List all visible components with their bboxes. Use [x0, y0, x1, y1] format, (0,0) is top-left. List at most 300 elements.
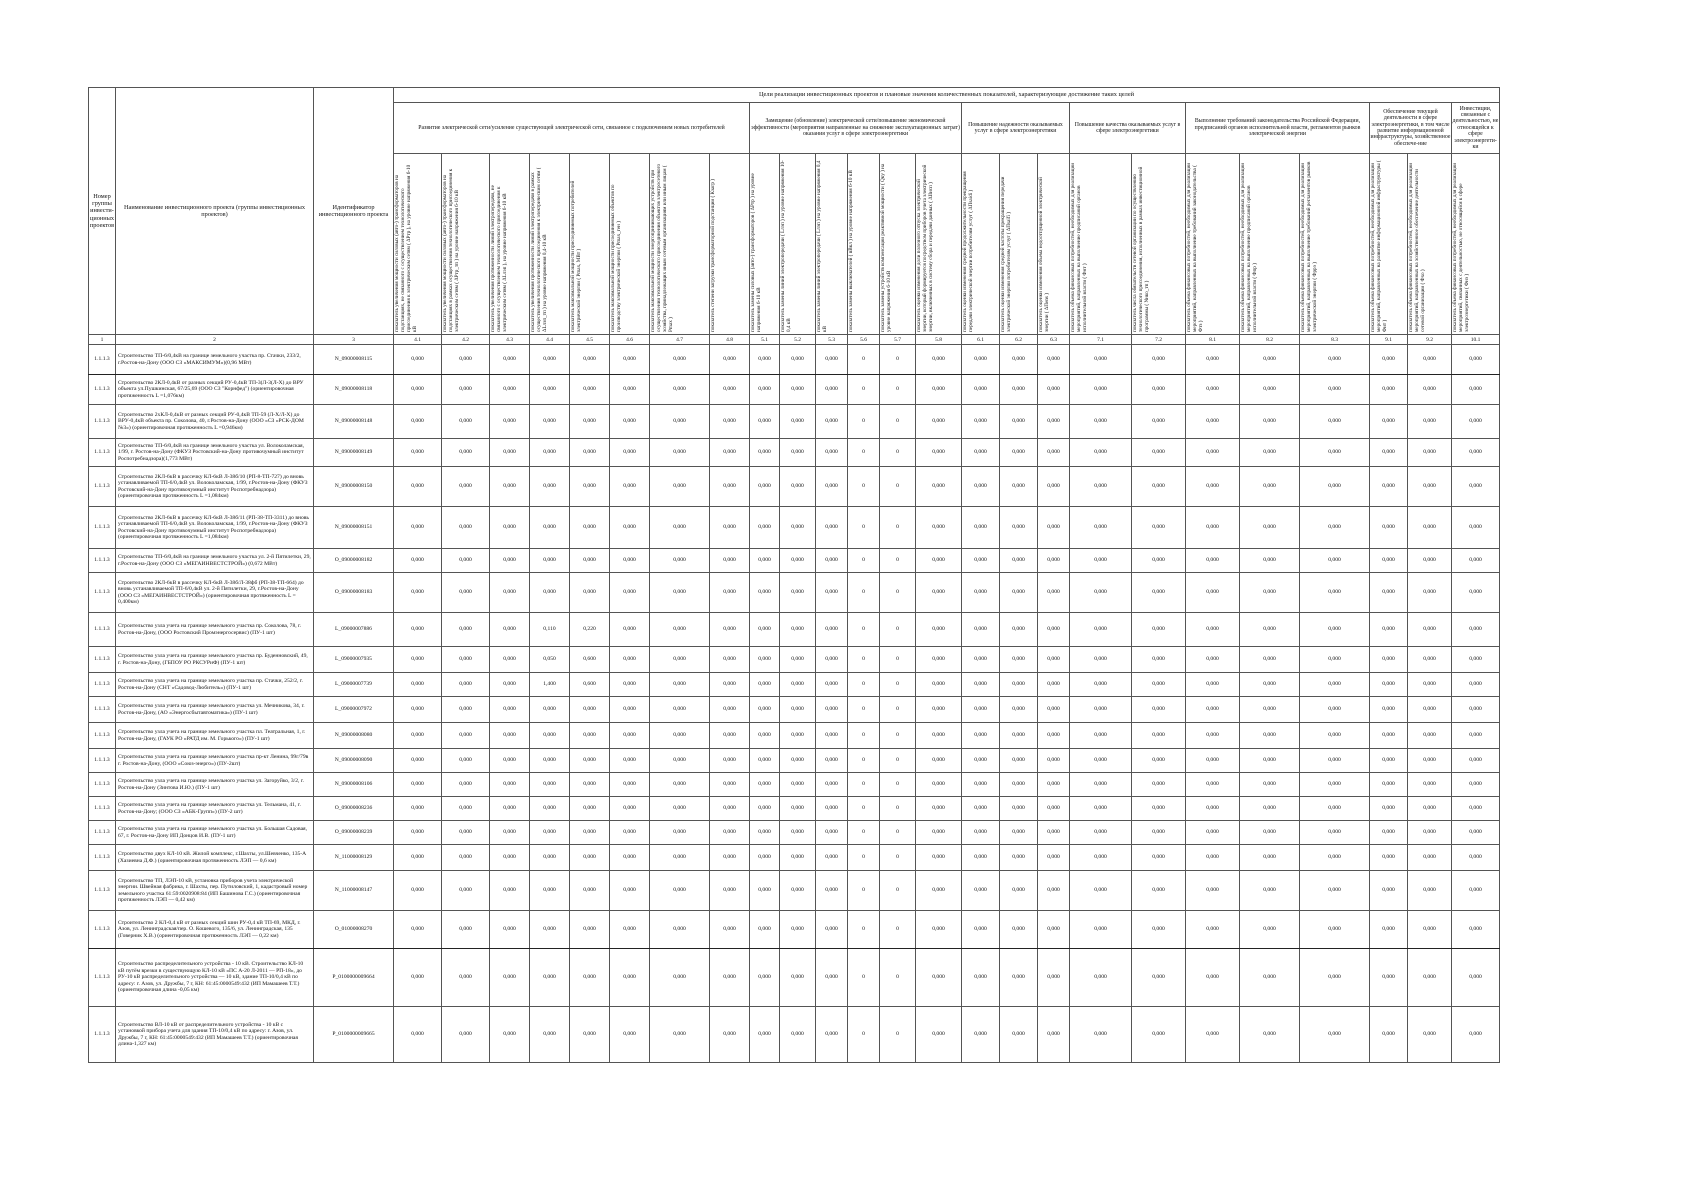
value-cell: 0 [848, 871, 880, 911]
section-current-activity: Обеспечение текущей деятельности в сфере электроэнергетики, в том числе развитие информационной инфраструктуры, хозяйственное обеспече-ние [1370, 103, 1452, 154]
value-cell: 0,000 [1452, 345, 1500, 375]
project-name-cell: Строительство узла учета на границе земельного участка ул. Большая Садовая, 67, г. Ростов-на-Дону ИП Донцов И.В. (ПУ-1 шт) [116, 821, 314, 845]
value-cell: 0,000 [442, 613, 490, 647]
value-cell: 0,000 [750, 797, 780, 821]
value-cell: 0,000 [1300, 467, 1370, 507]
value-cell: 0,000 [1300, 821, 1370, 845]
value-cell: 0 [848, 647, 880, 673]
column-number: 4.8 [710, 335, 750, 345]
value-cell: 0,000 [570, 467, 610, 507]
value-cell: 0 [880, 845, 916, 871]
value-cell: 0,000 [610, 375, 650, 405]
value-cell: 0 [848, 797, 880, 821]
section-replacement: Замещение (обновление) электрической сети/повышение экономической эффективности (мероприятия направленные на снижение эксплуатационных затрат) оказания услуг в сфере электроэнергетики [750, 103, 962, 154]
value-cell: 0,000 [916, 845, 962, 871]
value-cell: 0,000 [1000, 375, 1038, 405]
column-number: 5.2 [780, 335, 816, 345]
value-cell: 0,000 [650, 749, 710, 773]
value-cell: 0,000 [1070, 467, 1132, 507]
value-cell: 0,000 [816, 549, 848, 573]
value-cell: 0 [880, 673, 916, 697]
value-cell: 0 [848, 405, 880, 439]
value-cell: 0,000 [650, 845, 710, 871]
value-cell: 0,000 [490, 613, 530, 647]
value-cell: 0,000 [750, 821, 780, 845]
project-id-cell: O_09000008239 [314, 821, 394, 845]
value-cell: 0,000 [442, 1007, 490, 1063]
value-cell: 0,000 [1038, 697, 1070, 723]
value-cell: 0,000 [750, 673, 780, 697]
value-cell: 0,000 [1300, 773, 1370, 797]
value-cell: 0 [848, 1007, 880, 1063]
value-cell: 0,000 [816, 467, 848, 507]
value-cell: 0,000 [394, 911, 442, 949]
value-cell: 0,000 [816, 911, 848, 949]
project-id-cell: O_09000008182 [314, 549, 394, 573]
value-cell: 0,050 [530, 647, 570, 673]
value-cell: 0,000 [650, 613, 710, 647]
value-cell: 0,000 [1070, 375, 1132, 405]
value-cell: 0,000 [610, 673, 650, 697]
value-cell: 0,000 [710, 673, 750, 697]
value-cell: 0,000 [530, 1007, 570, 1063]
value-cell: 0,000 [962, 821, 1000, 845]
subheader-label: показатель оценки изменения средней частоты прекращения передачи электрической энергии потребителям услуг ( ΔПsaifi ) [1000, 176, 1012, 332]
value-cell: 0,000 [1240, 507, 1300, 549]
value-cell: 0,000 [1452, 911, 1500, 949]
value-cell: 0,000 [1070, 845, 1132, 871]
value-cell: 0,000 [530, 749, 570, 773]
project-id-cell: O_09000008183 [314, 573, 394, 613]
value-cell: 0,000 [1300, 375, 1370, 405]
subheader-label: показатель замены линий электропередачи ( Lлэп ) на уровне напряжения 10-0,4 кВ [780, 160, 792, 332]
value-cell: 0 [880, 647, 916, 673]
value-cell: 0,000 [530, 573, 570, 613]
value-cell: 0,000 [610, 573, 650, 613]
value-cell: 0,000 [394, 647, 442, 673]
value-cell: 0,000 [1452, 673, 1500, 697]
value-cell: 0,000 [1370, 507, 1408, 549]
value-cell: 0,000 [1132, 573, 1186, 613]
value-cell: 0,000 [570, 773, 610, 797]
table-row [89, 1007, 1500, 1063]
value-cell: 0,000 [710, 439, 750, 467]
value-cell: 0,000 [1070, 773, 1132, 797]
table-row [89, 673, 1500, 697]
subheader-11 [816, 154, 848, 335]
value-cell: 0 [880, 911, 916, 949]
value-cell: 0,000 [1186, 773, 1240, 797]
project-name-cell: Строительство узла учета на границе земельного участка ул. Тельмана, 41, г. Ростов-на-Дону; (ООО СЗ «АБК-Групп») (ПУ-2 шт) [116, 797, 314, 821]
value-cell: 0,000 [1000, 949, 1038, 1007]
value-cell: 0,000 [610, 821, 650, 845]
value-cell: 0,000 [610, 1007, 650, 1063]
value-cell: 0,000 [1000, 345, 1038, 375]
value-cell: 0 [880, 1007, 916, 1063]
value-cell: 0,000 [610, 749, 650, 773]
value-cell: 0,000 [1370, 345, 1408, 375]
project-id-cell: N_09000008118 [314, 375, 394, 405]
value-cell: 0,000 [1370, 871, 1408, 911]
value-cell: 0,000 [1000, 697, 1038, 723]
value-cell: 0,000 [816, 821, 848, 845]
value-cell: 0,000 [1000, 871, 1038, 911]
value-cell: 0,000 [710, 467, 750, 507]
value-cell: 0,000 [1452, 797, 1500, 821]
value-cell: 0,000 [710, 549, 750, 573]
group-number-cell: 1.1.1.3 [89, 845, 116, 871]
value-cell: 0,000 [530, 871, 570, 911]
value-cell: 0,000 [442, 673, 490, 697]
value-cell: 0,000 [1186, 749, 1240, 773]
value-cell: 0,000 [490, 549, 530, 573]
value-cell: 0,000 [1186, 845, 1240, 871]
value-cell: 0,000 [1452, 723, 1500, 749]
column-number: 5.6 [848, 335, 880, 345]
table-row [89, 821, 1500, 845]
value-cell: 0,000 [1000, 797, 1038, 821]
table-row [89, 573, 1500, 613]
value-cell: 0,000 [1000, 773, 1038, 797]
value-cell: 0 [880, 697, 916, 723]
value-cell: 0,000 [650, 573, 710, 613]
value-cell: 0,000 [710, 573, 750, 613]
value-cell: 0,000 [1300, 613, 1370, 647]
value-cell: 0,000 [710, 949, 750, 1007]
value-cell: 0,000 [394, 845, 442, 871]
value-cell: 0,000 [1452, 821, 1500, 845]
value-cell: 0,000 [962, 1007, 1000, 1063]
table-row [89, 405, 1500, 439]
value-cell: 0,000 [530, 845, 570, 871]
value-cell: 0,000 [816, 845, 848, 871]
value-cell: 0,000 [570, 439, 610, 467]
value-cell: 0,000 [1000, 613, 1038, 647]
value-cell: 0 [880, 507, 916, 549]
value-cell: 0,000 [394, 1007, 442, 1063]
value-cell: 0,000 [1240, 797, 1300, 821]
value-cell: 0,000 [750, 549, 780, 573]
value-cell: 0,000 [1038, 673, 1070, 697]
value-cell: 0,000 [1370, 673, 1408, 697]
subheader-13 [880, 154, 916, 335]
value-cell: 0,000 [442, 845, 490, 871]
value-cell: 0,000 [610, 439, 650, 467]
value-cell: 0,000 [610, 647, 650, 673]
value-cell: 1,400 [530, 673, 570, 697]
value-cell: 0,000 [1300, 439, 1370, 467]
section-development: Развитие электрической сети/усиление существующей электрической сети, связанное с подключением новых потребителей [394, 103, 750, 154]
value-cell: 0,000 [1300, 749, 1370, 773]
value-cell: 0,000 [1370, 845, 1408, 871]
project-name-cell: Строительство ТП-6/0,4кВ на границе земельного участка пр. Стачки, 233/2, г.Ростов-на-Дону (ООО СЗ «МАКСИМУМ»)(0,96 МВт) [116, 345, 314, 375]
value-cell: 0,000 [610, 467, 650, 507]
value-cell: 0,000 [1038, 723, 1070, 749]
table-row [89, 375, 1500, 405]
value-cell: 0,000 [1038, 573, 1070, 613]
subheader-9 [750, 154, 780, 335]
group-number-cell: 1.1.1.3 [89, 673, 116, 697]
table-row [89, 723, 1500, 749]
section-non-energy: Инвестиции, связанные с деятельностью, не относящейся к сфере электроэнергети-ки [1452, 103, 1500, 154]
group-number-cell: 1.1.1.3 [89, 797, 116, 821]
value-cell: 0,000 [1038, 949, 1070, 1007]
value-cell: 0,000 [1370, 573, 1408, 613]
value-cell: 0,000 [710, 773, 750, 797]
value-cell: 0,000 [442, 405, 490, 439]
value-cell: 0,000 [1370, 821, 1408, 845]
value-cell: 0,000 [650, 723, 710, 749]
value-cell: 0,000 [1038, 911, 1070, 949]
subheader-24 [1408, 154, 1452, 335]
value-cell: 0,000 [816, 613, 848, 647]
subheader-label: показатель максимальной мощности присоединяемых объектов по производству электрической энергии ( Pmax_ген ) [610, 184, 622, 332]
project-name-cell: Строительство узла учета на границе земельного участка ул. Мечникова, 34, г. Ростов-на-Дону, (АО «Энергосбытавтоматика») (ПУ-1 шт) [116, 697, 314, 723]
subheader-19 [1132, 154, 1186, 335]
value-cell: 0,000 [1408, 749, 1452, 773]
value-cell: 0,000 [1240, 573, 1300, 613]
subheader-label: показатель замены устройств компенсации реактивной мощности ( Qку ) на уровне напряжения 6-10 кВ [880, 163, 892, 332]
value-cell: 0,000 [1300, 797, 1370, 821]
value-cell: 0,000 [1408, 647, 1452, 673]
value-cell: 0,000 [816, 749, 848, 773]
value-cell: 0,000 [1300, 1007, 1370, 1063]
value-cell: 0,000 [750, 405, 780, 439]
value-cell: 0,000 [1240, 673, 1300, 697]
value-cell: 0,000 [1370, 773, 1408, 797]
value-cell: 0,000 [1186, 375, 1240, 405]
value-cell: 0,000 [1452, 697, 1500, 723]
column-number: 4.7 [650, 335, 710, 345]
value-cell: 0,000 [780, 1007, 816, 1063]
value-cell: 0,000 [710, 507, 750, 549]
value-cell: 0,000 [1300, 507, 1370, 549]
value-cell: 0,000 [1240, 467, 1300, 507]
value-cell: 0,000 [1132, 773, 1186, 797]
value-cell: 0,000 [490, 911, 530, 949]
value-cell: 0,000 [1240, 647, 1300, 673]
value-cell: 0 [880, 439, 916, 467]
value-cell: 0,000 [1132, 439, 1186, 467]
value-cell: 0,000 [1186, 697, 1240, 723]
value-cell: 0,000 [1000, 723, 1038, 749]
value-cell: 0,000 [1370, 439, 1408, 467]
group-number-cell: 1.1.1.3 [89, 375, 116, 405]
value-cell: 0,000 [962, 871, 1000, 911]
value-cell: 0,000 [610, 949, 650, 1007]
value-cell: 0,000 [1132, 871, 1186, 911]
value-cell: 0,000 [1000, 749, 1038, 773]
column-number: 8.3 [1300, 335, 1370, 345]
value-cell: 0,000 [962, 549, 1000, 573]
project-name-cell: Строительство 2КЛ-6кВ в рассечку КЛ-6кВ Л-38б/10 (РП-8-ТП-727) до вновь устанавливаемой ТП-6/0,4кВ ул. Волоколамская, 1/99, г.Ростов-на-Дону (ФКУЗ Ростовский-на-Дону противочумный институт Роспотребнадзора) (ориентировочная протяженность L =1,084км) [116, 467, 314, 507]
value-cell: 0,000 [442, 573, 490, 613]
value-cell: 0,000 [1370, 375, 1408, 405]
value-cell: 0,000 [610, 845, 650, 871]
value-cell: 0,000 [394, 723, 442, 749]
value-cell: 0,000 [816, 697, 848, 723]
value-cell: 0,000 [650, 871, 710, 911]
group-number-cell: 1.1.1.3 [89, 507, 116, 549]
value-cell: 0,000 [1132, 613, 1186, 647]
value-cell: 0,000 [570, 821, 610, 845]
value-cell: 0,000 [962, 345, 1000, 375]
value-cell: 0,000 [1370, 723, 1408, 749]
value-cell: 0,000 [916, 773, 962, 797]
value-cell: 0,000 [750, 345, 780, 375]
group-number-cell: 1.1.1.3 [89, 773, 116, 797]
value-cell: 0,000 [962, 749, 1000, 773]
value-cell: 0,000 [1370, 797, 1408, 821]
value-cell: 0,000 [530, 405, 570, 439]
subheader-6 [610, 154, 650, 335]
value-cell: 0,000 [1186, 467, 1240, 507]
column-number: 8.1 [1186, 335, 1240, 345]
value-cell: 0,000 [710, 749, 750, 773]
header-project-id: Идентификатор инвестиционного проекта [314, 88, 394, 335]
value-cell: 0,000 [442, 749, 490, 773]
section-reliability: Повышение надежности оказываемых услуг в сфере электроэнергетики [962, 103, 1070, 154]
project-name-cell: Строительство 2хКЛ-0,4кВ от разных секций РУ-0,4кВ ТП-59 (Л-Х/Л-Х) до ВРУ-0,4кВ объекта пр. Соколова, 40, г.Ростов-на-Дону (ООО «СЗ «РСК-ДОМ №3») (ориентировочная протяженность L =0,946км) [116, 405, 314, 439]
value-cell: 0,000 [1370, 613, 1408, 647]
value-cell: 0,000 [1408, 911, 1452, 949]
value-cell: 0,000 [610, 723, 650, 749]
value-cell: 0,000 [442, 797, 490, 821]
value-cell: 0,000 [1240, 613, 1300, 647]
value-cell: 0,000 [442, 949, 490, 1007]
value-cell: 0,000 [650, 375, 710, 405]
column-number: 4.3 [490, 335, 530, 345]
subheader-label: показатель увеличения мощности силовых (авто-) трансформаторов на подстанциях, не связанного с осуществлением технологического присоединения к электрическим сетям ( ΔPтр ), на уровне напряжения 6-10 кВ [394, 164, 418, 332]
column-number: 4.4 [530, 335, 570, 345]
value-cell: 0,000 [1452, 549, 1500, 573]
value-cell: 0,000 [1038, 549, 1070, 573]
table-row [89, 613, 1500, 647]
value-cell: 0,000 [1186, 911, 1240, 949]
subheader-label: показатель оценки изменения средней продолжительности прекращения передачи электрической энергии потребителям услуг ( ΔПsaidi ) [962, 171, 974, 332]
value-cell: 0 [848, 911, 880, 949]
subheader-label: показатель замены линий электропередачи ( Lлэп ) на уровне напряжения 0,4 кВ [816, 160, 828, 332]
value-cell: 0,000 [780, 549, 816, 573]
column-number: 5.8 [916, 335, 962, 345]
project-id-cell: L_09000007972 [314, 697, 394, 723]
value-cell: 0,000 [1000, 821, 1038, 845]
value-cell: 0,000 [650, 549, 710, 573]
value-cell: 0,000 [1132, 405, 1186, 439]
subheader-label: показатель максимальной мощности присоединяемых потребителей электрической энергии ( Pmax, МВт ) [570, 180, 582, 332]
value-cell: 0,000 [1300, 845, 1370, 871]
value-cell: 0,000 [780, 345, 816, 375]
value-cell: 0,000 [442, 467, 490, 507]
project-id-cell: L_09000007886 [314, 613, 394, 647]
subheader-label: показатель объема финансовых потребностей, необходимых для реализации мероприятий, направленных на развитие информационной инфраструктуры ( Фит ) [1370, 160, 1388, 332]
value-cell: 0,000 [610, 507, 650, 549]
value-cell: 0 [880, 467, 916, 507]
value-cell: 0,600 [570, 673, 610, 697]
value-cell: 0,000 [1186, 949, 1240, 1007]
value-cell: 0,000 [816, 871, 848, 911]
subheader-label: показатель замены выключателей ( nВкл ) на уровне напряжения 6-10 кВ [848, 170, 854, 332]
value-cell: 0,000 [816, 405, 848, 439]
value-cell: 0,000 [530, 697, 570, 723]
value-cell: 0,000 [490, 375, 530, 405]
value-cell: 0,000 [816, 345, 848, 375]
value-cell: 0 [880, 949, 916, 1007]
value-cell: 0,000 [394, 345, 442, 375]
value-cell: 0,000 [916, 345, 962, 375]
project-id-cell: O_09000008236 [314, 797, 394, 821]
subheader-label: показатель оценки изменения доли полезного отпуска электрической энергии, который формируется посредством приборов учета электрической энергии, включенных в систему сбора и передачи данных ( ΔIIисп ) [916, 164, 934, 332]
value-cell: 0,000 [962, 405, 1000, 439]
value-cell: 0,000 [1132, 647, 1186, 673]
value-cell: 0,000 [1240, 405, 1300, 439]
value-cell: 0 [848, 467, 880, 507]
value-cell: 0,000 [916, 673, 962, 697]
value-cell: 0,000 [530, 773, 570, 797]
value-cell: 0,000 [570, 549, 610, 573]
value-cell: 0,000 [780, 949, 816, 1007]
value-cell: 0,000 [1240, 871, 1300, 911]
value-cell: 0,000 [816, 647, 848, 673]
value-cell: 0,000 [490, 405, 530, 439]
value-cell: 0,000 [962, 723, 1000, 749]
value-cell: 0,000 [1186, 673, 1240, 697]
value-cell: 0,000 [710, 1007, 750, 1063]
value-cell: 0 [880, 773, 916, 797]
value-cell: 0,000 [916, 797, 962, 821]
value-cell: 0,000 [1300, 647, 1370, 673]
value-cell: 0,000 [1132, 375, 1186, 405]
value-cell: 0,000 [1070, 507, 1132, 549]
subheader-label: показатель объема финансовых потребностей, необходимых для реализации мероприятий, направленных на выполнение предписаний органов исполнительной власти ( Фнт ) [1070, 163, 1088, 332]
subheader-15 [962, 154, 1000, 335]
group-number-cell: 1.1.1.3 [89, 1007, 116, 1063]
column-number: 1 [89, 335, 116, 345]
value-cell: 0 [848, 439, 880, 467]
subheader-label: показатель объема финансовых потребностей, необходимых для реализации мероприятий, связанных с деятельностью, не относящейся к сфере электроэнергетики ( Фнэ ) [1452, 163, 1470, 332]
group-number-cell: 1.1.1.3 [89, 911, 116, 949]
value-cell: 0,000 [1038, 467, 1070, 507]
value-cell: 0,000 [650, 673, 710, 697]
value-cell: 0,000 [1408, 845, 1452, 871]
value-cell: 0,000 [490, 573, 530, 613]
value-cell: 0,000 [1038, 797, 1070, 821]
value-cell: 0,000 [490, 467, 530, 507]
value-cell: 0,000 [1070, 797, 1132, 821]
value-cell: 0,000 [750, 613, 780, 647]
value-cell: 0,000 [1000, 673, 1038, 697]
subheader-3 [490, 154, 530, 335]
value-cell: 0,000 [1240, 773, 1300, 797]
value-cell: 0,000 [1370, 1007, 1408, 1063]
value-cell: 0 [880, 405, 916, 439]
value-cell: 0,000 [962, 673, 1000, 697]
value-cell: 0,000 [570, 797, 610, 821]
value-cell: 0,000 [490, 845, 530, 871]
value-cell: 0,000 [780, 797, 816, 821]
subheader-17 [1038, 154, 1070, 335]
investment-table [88, 87, 1500, 1063]
value-cell: 0 [848, 549, 880, 573]
value-cell: 0,000 [1240, 375, 1300, 405]
value-cell: 0,000 [1408, 573, 1452, 613]
subheader-label: показатель объема финансовых потребностей, необходимых для реализации мероприятий, направленных на выполнение предписаний органов исполнительной власти ( Фпр ) [1240, 163, 1258, 332]
value-cell: 0,000 [780, 573, 816, 613]
value-cell: 0,000 [916, 911, 962, 949]
value-cell: 0,000 [490, 723, 530, 749]
value-cell: 0,000 [1070, 549, 1132, 573]
value-cell: 0,000 [490, 773, 530, 797]
